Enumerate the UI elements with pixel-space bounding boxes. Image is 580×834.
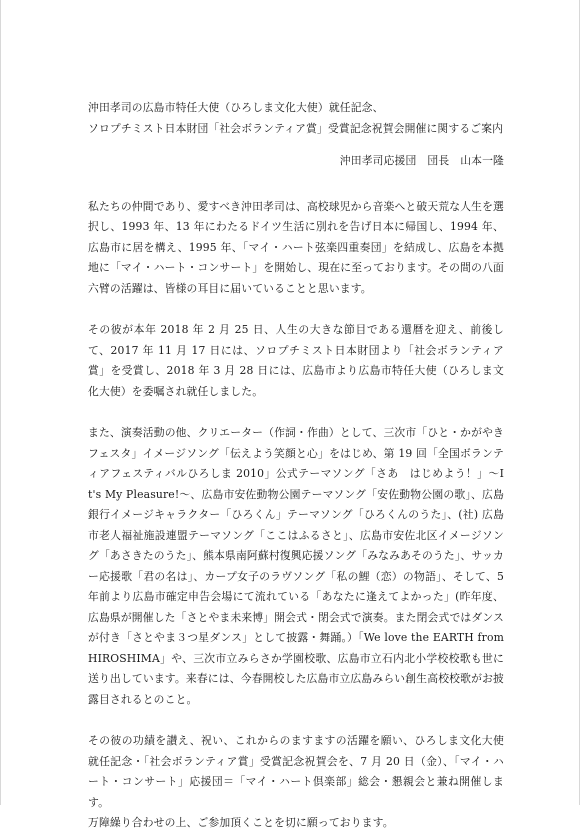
- title-line-1: 沖田孝司の広島市特任大使（ひろしま文化大使）就任記念、: [88, 101, 384, 114]
- author-line: 沖田孝司応援団 団長 山本一隆: [339, 154, 504, 167]
- paragraph-introduction: 私たちの仲間であり、愛すべき沖田孝司は、高校球児から音楽へと破天荒な人生を選択し、1993 年、13 年にわたるドイツ生活に別れを告げ日本に帰国し、1994 年、広島市に居を構え、1995 年、「マイ・ハート弦楽四重奏団」を結成し、広島を本拠地に「マイ・ハート・コンサート」を開始し、現在に至っております。その間の八面六臂の活躍は、皆様の耳目に届いていることと思います。: [88, 199, 504, 295]
- paragraph-celebration: その彼の功績を讃え、祝い、これからのますますの活躍を願い、ひろしま文化大使就任記念・「社会ボランティア賞」受賞記念祝賀会を、7 月 20 日（金）、「マイ・ハート・コンサート」応援団＝「マイ・ハート倶楽部」総会・懇親会と兼ね開催します。: [88, 734, 504, 809]
- paragraph-closing: 万障繰り合わせの上、ご参加頂くことを切に願っております。: [88, 816, 394, 829]
- title-line-2: ソロプチミスト日本財団「社会ボランティア賞」受賞記念祝賀会開催に関するご案内: [88, 121, 504, 135]
- letter-body: [88, 98, 504, 834]
- paragraph-works: また、演奏活動の他、クリエーター（作詞・作曲）として、三次市「ひと・かがやきフェスタ」イメージソング「伝えよう笑顔と心」をはじめ、第 19 回「全国ボランティアフェスティバルひろしま 2010」公式テーマソング「さあ はじめよう！」～It's My Pleasure!～、広島市安佐動物公園テーマソング「安佐動物公園の歌」、広島銀行イメージキャラクター「ひろくん」テーマソング「ひろくんのうた」、(社) 広島市老人福祉施設連盟テーマソング「ここはふるさと」、広島市安佐北区イメージソング「あさきたのうた」、熊本県南阿蘇村復興応援ソング「みなみあそのうた」、サッカー応援歌「君の名は」、カープ女子のラヴソング「私の鯉（恋）の物語」、そして、5 年前より広島市確定申告会場にて流れている「あなたに逢えてよかった」(昨年度、広島県が開催した「さとやま未来博」開会式・閉会式で演奏。また閉会式ではダンスが付き「さとやま３つ星ダンス」として披露・舞踊。）「We love the EARTH from HIROSHIMA」や、三次市立みらさか学園校歌、広島市立石内北小学校校歌も世に送り出しています。来春には、今春開校した広島市立広島みらい創生高校校歌がお披露目されるとのこと。: [88, 426, 504, 706]
- page-edge-left: [0, 0, 1, 805]
- document-title: [88, 98, 504, 139]
- paragraph-awards: その彼が本年 2018 年 2 月 25 日、人生の大きな節目である還暦を迎え、前後して、2017 年 11 月 17 日には、ソロプチミスト日本財団より「社会ボランティア賞」を受賞し、2018 年 3 月 28 日には、広島市より広島市特任大使（ひろしま文化大使）を委嘱され就任しました。: [88, 323, 504, 398]
